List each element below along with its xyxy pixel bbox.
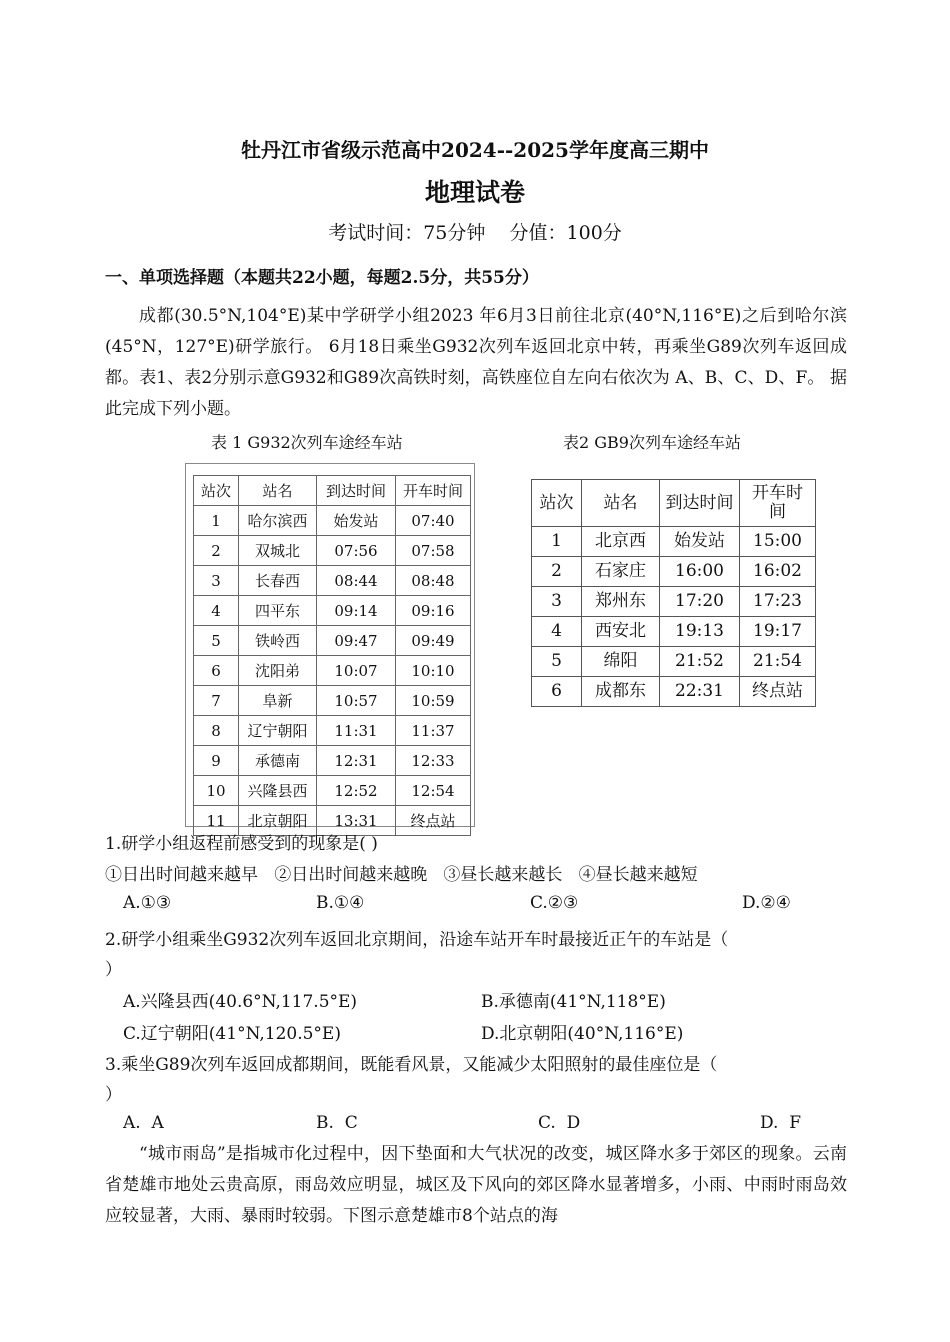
table1-cell: 终点站 [396, 806, 471, 836]
table1-cell: 8 [194, 716, 239, 746]
table1-cell: 辽宁朝阳 [239, 716, 317, 746]
table2-cell: 22:31 [660, 677, 740, 707]
table2-cell: 5 [532, 647, 582, 677]
table1-row [194, 746, 471, 776]
table1-cell: 北京朝阳 [239, 806, 317, 836]
table2-cell: 终点站 [740, 677, 816, 707]
table1-cell: 11 [194, 806, 239, 836]
table2-row [532, 557, 816, 587]
table1-cell: 哈尔滨西 [239, 506, 317, 536]
passage-2: “城市雨岛”是指城市化过程中，因下垫面和大气状况的改变，城区降水多于郊区的现象。云南省楚雄市地处云贵高原，雨岛效应明显，城区及下风向的郊区降水显著增多，小雨、中雨时雨岛效应较显著，大雨、暴雨时较弱。下图示意楚雄市8个站点的海 [105, 1144, 847, 1226]
q1-stem: 1.研学小组返程前感受到的现象是( ) [105, 834, 378, 854]
table1-header-cell: 站名 [239, 476, 317, 506]
table1-cell: 兴隆县西 [239, 776, 317, 806]
q2-option-c[interactable]: C.辽宁朝阳(41°N,120.5°E) [123, 1024, 341, 1044]
q1-option-a[interactable]: A.①③ [123, 893, 172, 913]
q2-option-d[interactable]: D.北京朝阳(40°N,116°E) [481, 1024, 684, 1044]
table1-cell: 11:31 [317, 716, 396, 746]
table1-cell: 1 [194, 506, 239, 536]
table2-cell: 成都东 [582, 677, 660, 707]
table2 [531, 479, 816, 707]
table1-cell: 10:07 [317, 656, 396, 686]
table1-cell: 12:54 [396, 776, 471, 806]
q3-option-c[interactable]: C. D [538, 1113, 581, 1133]
table1-row [194, 566, 471, 596]
q3-option-d[interactable]: D. F [760, 1113, 802, 1133]
q1-option-d[interactable]: D.②④ [742, 893, 791, 913]
table1-cell: 3 [194, 566, 239, 596]
table1-cell: 07:58 [396, 536, 471, 566]
table2-row [532, 677, 816, 707]
q3-option-a[interactable]: A. A [123, 1113, 164, 1133]
table2-cell: 郑州东 [582, 587, 660, 617]
table2-cell: 始发站 [660, 527, 740, 557]
table1-row [194, 716, 471, 746]
table1-row [194, 776, 471, 806]
table2-header-row [532, 480, 816, 527]
table2-cell: 4 [532, 617, 582, 647]
table1-cell: 9 [194, 746, 239, 776]
table2-cell: 3 [532, 587, 582, 617]
table2-cell: 21:54 [740, 647, 816, 677]
table1-cell: 09:47 [317, 626, 396, 656]
table1-header-cell: 到达时间 [317, 476, 396, 506]
table1-header-row [194, 476, 471, 506]
table1 [193, 475, 471, 836]
section-heading: 一、单项选择题（本题共22小题，每题2.5分，共55分） [105, 268, 539, 288]
table1-row [194, 656, 471, 686]
table1-cell: 7 [194, 686, 239, 716]
table1-cell: 07:56 [317, 536, 396, 566]
table1-cell: 10:59 [396, 686, 471, 716]
table1-cell: 09:16 [396, 596, 471, 626]
table2-cell: 石家庄 [582, 557, 660, 587]
q1-option-c[interactable]: C.②③ [530, 893, 579, 913]
exam-title: 牡丹江市省级示范高中2024--2025学年度高三期中 [241, 138, 709, 162]
table2-cell: 绵阳 [582, 647, 660, 677]
q3-stem: 3.乘坐G89次列车返回成都期间，既能看风景，又能减少太阳照射的最佳座位是（ [105, 1055, 718, 1075]
table1-cell: 08:44 [317, 566, 396, 596]
table2-cell: 17:23 [740, 587, 816, 617]
q2-option-a[interactable]: A.兴隆县西(40.6°N,117.5°E) [123, 992, 358, 1012]
table1-cell: 双城北 [239, 536, 317, 566]
table1-cell: 09:49 [396, 626, 471, 656]
table1-cell: 12:52 [317, 776, 396, 806]
table2-caption: 表2 GB9次列车途经车站 [563, 433, 741, 452]
table1-cell: 长春西 [239, 566, 317, 596]
q1-statements: ①日出时间越来越早 ②日出时间越来越晚 ③昼长越来越长 ④昼长越来越短 [105, 865, 698, 885]
table2-cell: 17:20 [660, 587, 740, 617]
table1-cell: 08:48 [396, 566, 471, 596]
table2-cell: 1 [532, 527, 582, 557]
intro-paragraph: 成都(30.5°N,104°E)某中学研学小组2023 年6月3日前往北京(40°N,116°E)之后到哈尔滨(45°N，127°E)研学旅行。 6月18日乘坐G932次列车返回北京中转，再乘坐G89次列车返回成都。表1、表2分别示意G932和G89次高铁时刻，高铁座位自左向右依次为 A、B、C、D、F。 据此完成下列小题。 [105, 306, 847, 419]
table1-cell: 10 [194, 776, 239, 806]
table1-caption: 表 1 G932次列车途经车站 [211, 433, 403, 452]
q1-option-b[interactable]: B.①④ [316, 893, 365, 913]
q2-option-b[interactable]: B.承德南(41°N,118°E) [481, 992, 666, 1012]
table1-cell: 4 [194, 596, 239, 626]
table1-cell: 5 [194, 626, 239, 656]
table2-cell: 21:52 [660, 647, 740, 677]
table2-cell: 19:13 [660, 617, 740, 647]
table2-row [532, 617, 816, 647]
table1-cell: 11:37 [396, 716, 471, 746]
table1-cell: 2 [194, 536, 239, 566]
table1-cell: 铁岭西 [239, 626, 317, 656]
table2-header-cell: 开车时间 [740, 480, 816, 527]
table1-header-cell: 站次 [194, 476, 239, 506]
table1-row [194, 686, 471, 716]
table1-cell: 07:40 [396, 506, 471, 536]
table1-cell: 阜新 [239, 686, 317, 716]
table2-cell: 16:02 [740, 557, 816, 587]
table2-cell: 2 [532, 557, 582, 587]
exam-info: 考试时间：75分钟 分值：100分 [328, 222, 622, 244]
q2-stem: 2.研学小组乘坐G932次列车返回北京期间，沿途车站开车时最接近正午的车站是（ [105, 930, 729, 950]
table1-row [194, 536, 471, 566]
table2-cell: 北京西 [582, 527, 660, 557]
table1-cell: 13:31 [317, 806, 396, 836]
table2-row [532, 647, 816, 677]
table1-cell: 12:31 [317, 746, 396, 776]
table2-cell: 16:00 [660, 557, 740, 587]
table1-row [194, 506, 471, 536]
table1-cell: 09:14 [317, 596, 396, 626]
table1-cell: 承德南 [239, 746, 317, 776]
table1-cell: 四平东 [239, 596, 317, 626]
table2-cell: 6 [532, 677, 582, 707]
table2-header-cell: 站名 [582, 480, 660, 527]
table2-header-cell: 站次 [532, 480, 582, 527]
table1-cell: 12:33 [396, 746, 471, 776]
table1-row [194, 626, 471, 656]
table1-cell: 6 [194, 656, 239, 686]
table1-cell: 始发站 [317, 506, 396, 536]
table1-cell: 10:10 [396, 656, 471, 686]
table2-cell: 西安北 [582, 617, 660, 647]
table1-row [194, 596, 471, 626]
table2-row [532, 527, 816, 557]
subject-title: 地理试卷 [424, 178, 525, 207]
table1-cell: 10:57 [317, 686, 396, 716]
table2-row [532, 587, 816, 617]
table1-cell: 沈阳弟 [239, 656, 317, 686]
q3-option-b[interactable]: B. C [316, 1113, 358, 1133]
table2-cell: 19:17 [740, 617, 816, 647]
q3-stem-end: ） [105, 1085, 122, 1105]
table2-header-cell: 到达时间 [660, 480, 740, 527]
table2-cell: 15:00 [740, 527, 816, 557]
q2-stem-end: ） [105, 960, 122, 980]
table1-header-cell: 开车时间 [396, 476, 471, 506]
